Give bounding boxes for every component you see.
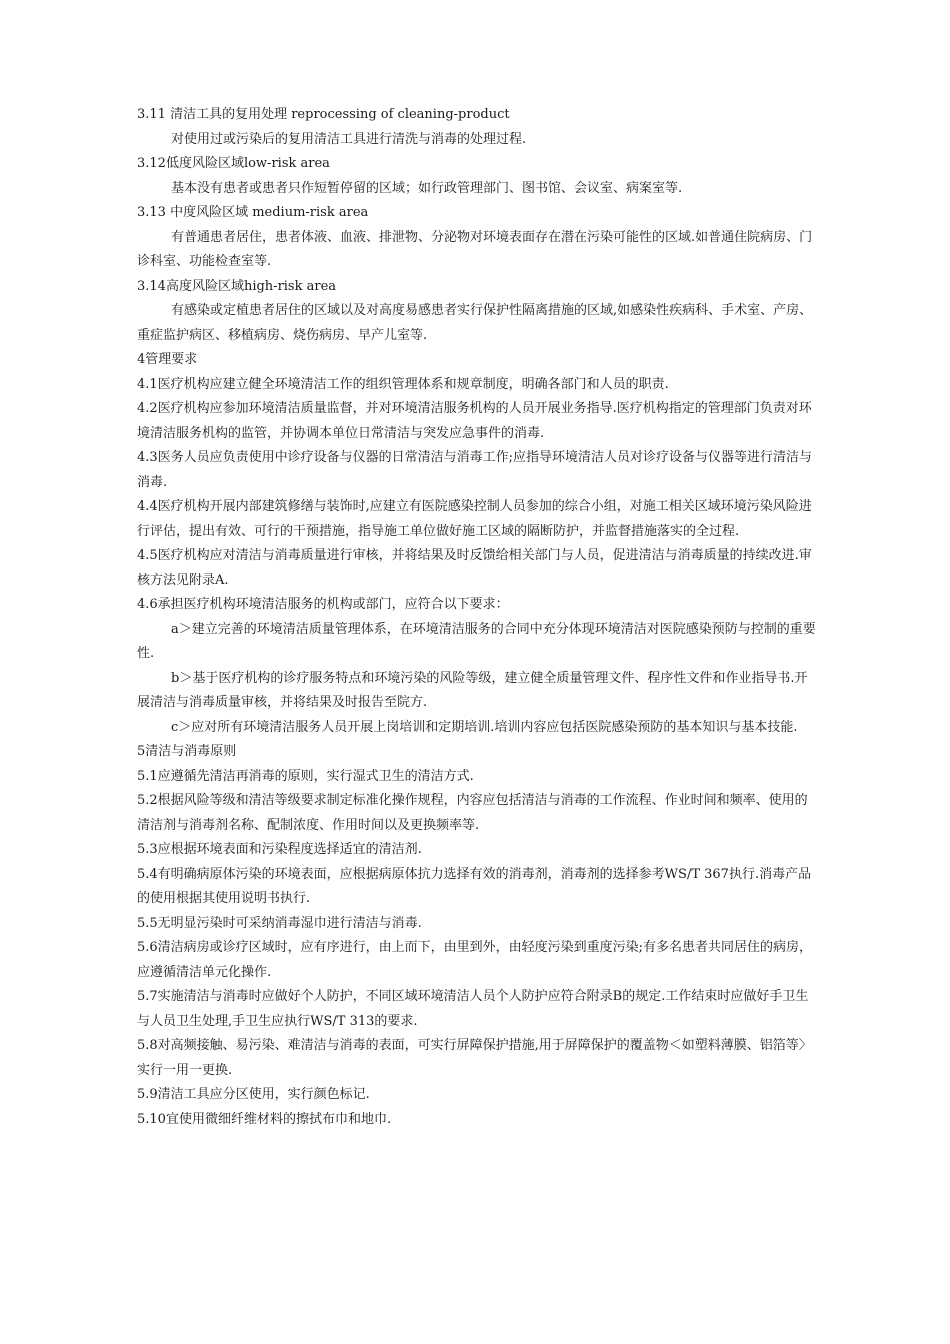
section-5-heading: 5清洁与消毒原则 — [137, 744, 237, 759]
clause-5-4: 5.4有明确病原体污染的环境表面，应根据病原体抗力选择有效的消毒剂，消毒剂的选择参考WS/T 367执行.消毒产品的使用根据其使用说明书执行. — [137, 866, 812, 906]
clause-4-6-b: b＞基于医疗机构的诊疗服务特点和环境污染的风险等级，建立健全质量管理文件、程序性文件和作业指导书.开展清洁与消毒质量审核，并将结果及时报告至院方. — [137, 670, 808, 710]
clause-3-11-heading: 3.11 清洁工具的复用处理 reprocessing of cleaning-product — [137, 107, 510, 122]
clause-5-5: 5.5无明显污染时可采纳消毒湿巾进行清洁与消毒. — [137, 915, 422, 931]
section-4-heading: 4管理要求 — [137, 352, 198, 367]
clause-4-6-c: c＞应对所有环境清洁服务人员开展上岗培训和定期培训.培训内容应包括医院感染预防的基本知识与基本技能. — [171, 719, 798, 735]
clause-3-12-definition: 基本没有患者或患者只作短暂停留的区域；如行政管理部门、图书馆、会议室、病案室等. — [171, 180, 683, 196]
clause-4-5: 4.5医疗机构应对清洁与消毒质量进行审核，并将结果及时反馈给相关部门与人员，促进清洁与消毒质量的持续改进.审核方法见附录A. — [137, 548, 812, 588]
clause-5-8: 5.8对高频接触、易污染、难清洁与消毒的表面，可实行屏障保护措施,用于屏障保护的覆盖物＜如塑料薄膜、铝箔等〉实行一用一更换. — [137, 1038, 812, 1078]
clause-4-6-a: a＞建立完善的环境清洁质量管理体系，在环境清洁服务的合同中充分体现环境清洁对医院感染预防与控制的重要性. — [137, 621, 816, 661]
clause-5-6: 5.6清洁病房或诊疗区域时，应有序进行，由上而下，由里到外，由轻度污染到重度污染;有多名患者共同居住的病房，应遵循清洁单元化操作. — [137, 940, 813, 980]
clause-3-13-definition: 有普通患者居住，患者体液、血液、排泄物、分泌物对环境表面存在潜在污染可能性的区域.如普通住院病房、门诊科室、功能检查室等. — [137, 229, 813, 269]
document-body — [137, 103, 817, 1132]
clause-3-14-heading: 3.14高度风险区域high-risk area — [137, 278, 337, 294]
clause-4-1: 4.1医疗机构应建立健全环境清洁工作的组织管理体系和规章制度，明确各部门和人员的职责. — [137, 376, 669, 392]
clause-5-7: 5.7实施清洁与消毒时应做好个人防护，不同区域环境清洁人员个人防护应符合附录B的规定.工作结束时应做好手卫生与人员卫生处理,手卫生应执行WS/T 313的要求. — [137, 989, 809, 1029]
clause-3-14-definition: 有感染或定植患者居住的区域以及对高度易感患者实行保护性隔离措施的区域,如感染性疾病科、手术室、产房、重症监护病区、移植病房、烧伤病房、早产儿室等. — [137, 303, 813, 343]
clause-3-11-definition: 对使用过或污染后的复用清洁工具进行清洗与消毒的处理过程. — [171, 131, 527, 147]
clause-4-4: 4.4医疗机构开展内部建筑修缮与装饰时,应建立有医院感染控制人员参加的综合小组，对施工相关区域环境污染风险进行评估，提出有效、可行的干预措施，指导施工单位做好施工区域的隔断防护，并监督措施落实的全过程. — [137, 499, 812, 539]
clause-3-13-heading: 3.13 中度风险区域 medium-risk area — [137, 205, 369, 220]
clause-5-9: 5.9清洁工具应分区使用，实行颜色标记. — [137, 1087, 370, 1102]
clause-4-6: 4.6承担医疗机构环境清洁服务的机构或部门，应符合以下要求： — [137, 597, 509, 612]
clause-4-3: 4.3医务人员应负责使用中诊疗设备与仪器的日常清洁与消毒工作;应指导环境清洁人员对诊疗设备与仪器等进行清洁与消毒. — [137, 450, 813, 490]
clause-4-2: 4.2医疗机构应参加环境清洁质量监督，并对环境清洁服务机构的人员开展业务指导.医疗机构指定的管理部门负责对环境清洁服务机构的监管，并协调本单位日常清洁与突发应急事件的消毒. — [137, 401, 812, 441]
clause-5-3: 5.3应根据环境表面和污染程度选择适宜的清洁剂. — [137, 842, 422, 857]
clause-5-2: 5.2根据风险等级和清洁等级要求制定标准化操作规程，内容应包括清洁与消毒的工作流程、作业时间和频率、使用的清洁剂与消毒剂名称、配制浓度、作用时间以及更换频率等. — [137, 793, 808, 833]
clause-5-10: 5.10宜使用微细纤维材料的擦拭布巾和地巾. — [137, 1111, 392, 1127]
clause-5-1: 5.1应遵循先清洁再消毒的原则，实行湿式卫生的清洁方式. — [137, 768, 474, 784]
clause-3-12-heading: 3.12低度风险区域low-risk area — [137, 156, 330, 171]
